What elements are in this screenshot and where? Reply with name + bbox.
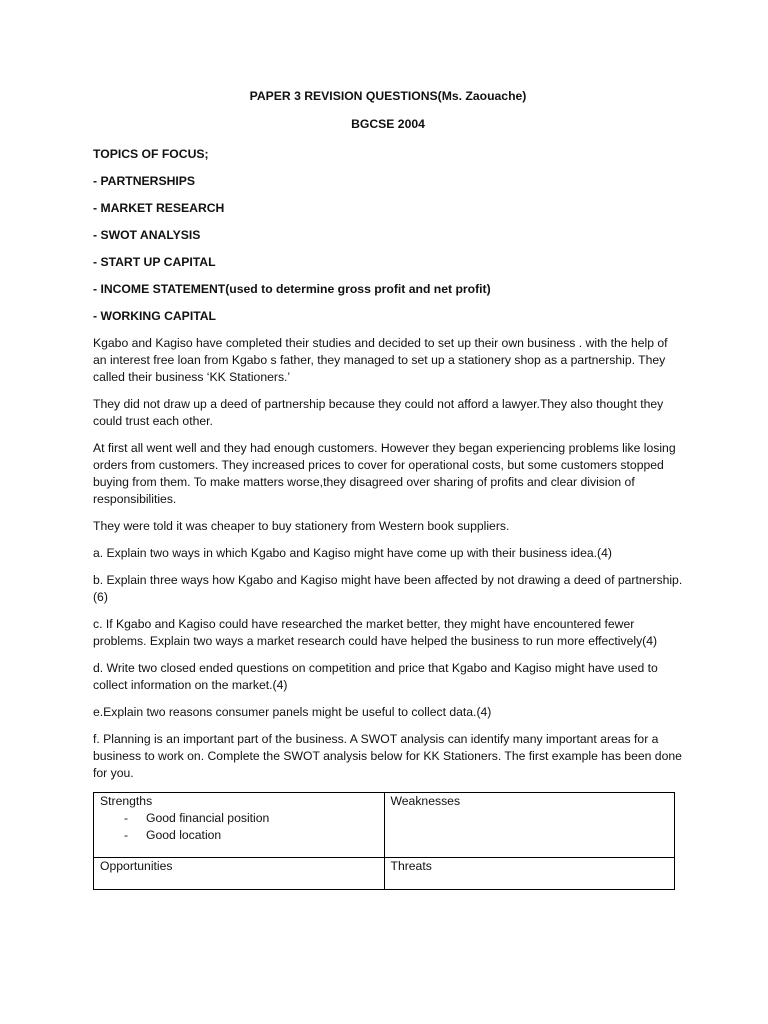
question-f: f. Planning is an important part of the business. A SWOT analysis can identify many important areas for a business to work on. Complete the SWOT analysis below for KK Stationers. The first example has been done for you. <box>93 732 682 780</box>
topic-item: - START UP CAPITAL <box>93 255 216 269</box>
swot-opportunities-label: Opportunities <box>100 859 173 873</box>
document-title: PAPER 3 REVISION QUESTIONS(Ms. Zaouache) <box>249 89 527 103</box>
question-e: e.Explain two reasons consumer panels might be useful to collect data.(4) <box>93 705 492 719</box>
topic-item: - WORKING CAPITAL <box>93 309 216 323</box>
swot-strengths-label: Strengths <box>100 794 153 808</box>
swot-strength-item: - Good location <box>124 827 378 844</box>
swot-table <box>93 792 675 890</box>
swot-cell-opportunities <box>94 858 385 890</box>
scenario-paragraph: They did not draw up a deed of partnership because they could not afford a lawyer.They also thought they could trust each other. <box>93 397 664 428</box>
document-subtitle: BGCSE 2004 <box>351 117 425 131</box>
swot-threats-label: Threats <box>390 859 432 873</box>
swot-cell-weaknesses <box>384 793 675 858</box>
swot-cell-threats <box>384 858 675 890</box>
question-a: a. Explain two ways in which Kgabo and Kagiso might have come up with their business idea.(4) <box>93 546 612 560</box>
swot-strengths-list <box>100 810 378 844</box>
scenario-paragraph: They were told it was cheaper to buy stationery from Western book suppliers. <box>93 519 510 533</box>
swot-weaknesses-label: Weaknesses <box>390 794 461 808</box>
scenario-paragraph: At first all went well and they had enough customers. However they began experiencing problems like losing orders from customers. They increased prices to cover for operational costs, but some customers stopped buying from them. To make matters worse,they disagreed over sharing of profits and clear division of responsibilities. <box>93 441 676 506</box>
swot-strength-item: - Good financial position <box>124 810 378 827</box>
document-content <box>93 88 683 890</box>
topic-item: - MARKET RESEARCH <box>93 201 225 215</box>
topics-heading: TOPICS OF FOCUS; <box>93 147 209 161</box>
scenario-paragraph: Kgabo and Kagiso have completed their studies and decided to set up their own business . with the help of an interest free loan from Kgabo s father, they managed to set up a stationery shop as a partnership. They called their business ‘KK Stationers.’ <box>93 336 668 384</box>
swot-cell-strengths <box>94 793 385 858</box>
question-b: b. Explain three ways how Kgabo and Kagiso might have been affected by not drawing a deed of partnership.(6) <box>93 573 683 604</box>
topic-item: - INCOME STATEMENT(used to determine gross profit and net profit) <box>93 282 491 296</box>
topic-item: - SWOT ANALYSIS <box>93 228 201 242</box>
topic-item: - PARTNERSHIPS <box>93 174 196 188</box>
question-c: c. If Kgabo and Kagiso could have researched the market better, they might have encountered fewer problems. Explain two ways a market research could have helped the business to run more effectively(4) <box>93 617 658 648</box>
question-d: d. Write two closed ended questions on competition and price that Kgabo and Kagiso might have used to collect information on the market.(4) <box>93 661 658 692</box>
